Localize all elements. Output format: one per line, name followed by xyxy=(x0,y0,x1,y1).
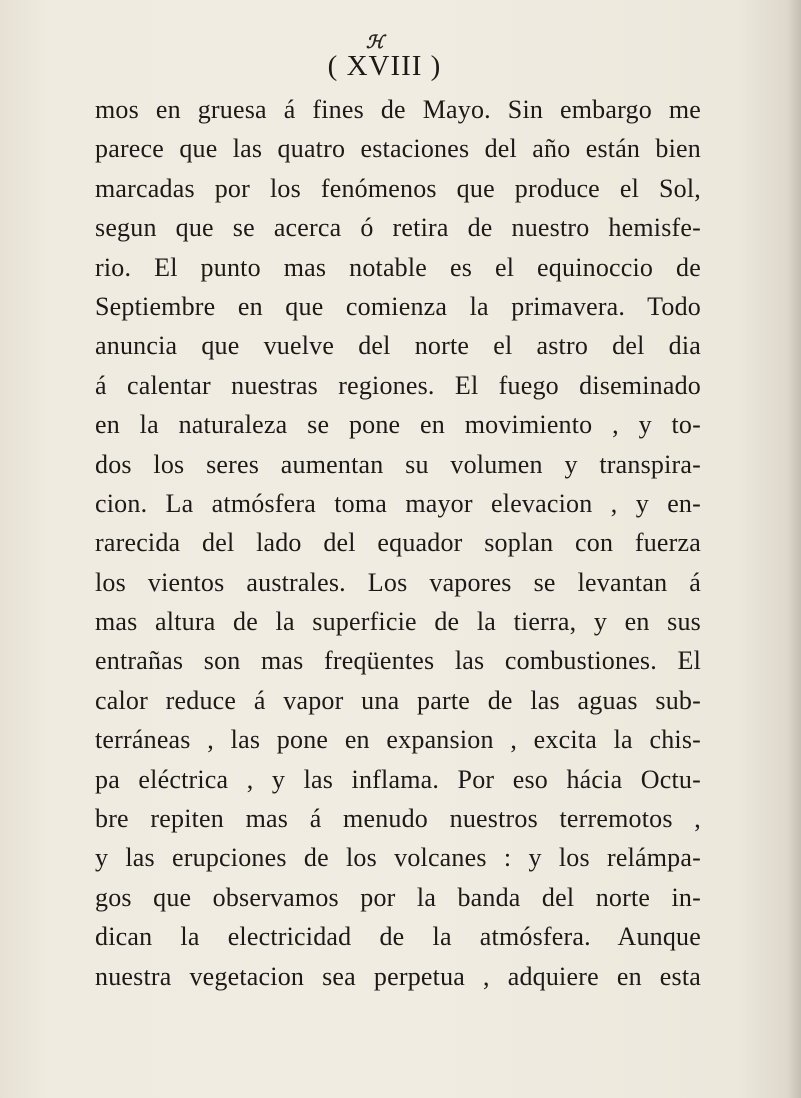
page-number xyxy=(0,50,801,83)
text-line: gos que observamos por la banda del norte in- xyxy=(95,882,701,912)
text-line: pa eléctrica , y las inflama. Por eso hácia Octu- xyxy=(95,764,701,794)
text-line: rio. El punto mas notable es el equinoccio de xyxy=(95,252,701,282)
text-line: los vientos australes. Los vapores se levantan á xyxy=(95,567,701,597)
text-line: entrañas son mas freqüentes las combustiones. El xyxy=(95,646,701,676)
text-line: bre repiten mas á menudo nuestros terremotos , xyxy=(95,804,701,834)
text-line: y las erupciones de los volcanes : y los relámpa- xyxy=(95,843,701,873)
page-number-text: ( XVIII ) xyxy=(327,50,442,82)
text-line: dos los seres aumentan su volumen y transpira- xyxy=(95,449,701,479)
text-line: nuestra vegetacion sea perpetua , adquiere en esta xyxy=(95,961,701,991)
text-line: Septiembre en que comienza la primavera. Todo xyxy=(95,291,701,321)
text-line: segun que se acerca ó retira de nuestro hemisfe- xyxy=(95,213,701,243)
text-line: parece que las quatro estaciones del año están bien xyxy=(95,134,701,164)
text-line: mos en gruesa á fines de Mayo. Sin embargo me xyxy=(95,95,701,124)
text-line: mas altura de la superficie de la tierra, y en sus xyxy=(95,607,701,637)
text-line: rarecida del lado del equador soplan con fuerza xyxy=(95,528,701,558)
text-line: marcadas por los fenómenos que produce el Sol, xyxy=(95,173,701,203)
text-line: á calentar nuestras regiones. El fuego diseminado xyxy=(95,370,701,400)
handwritten-mark: ℋ xyxy=(366,32,383,52)
body-text xyxy=(95,90,701,996)
text-line: en la naturaleza se pone en movimiento , y to- xyxy=(95,410,701,440)
text-line: terráneas , las pone en expansion , excita la chis- xyxy=(95,725,701,755)
text-line: anuncia que vuelve del norte el astro del dia xyxy=(95,331,701,361)
page-edge-shadow xyxy=(787,0,801,1098)
text-line: calor reduce á vapor una parte de las aguas sub- xyxy=(95,685,701,715)
text-line: cion. La atmósfera toma mayor elevacion , y en- xyxy=(95,488,701,518)
text-line: dican la electricidad de la atmósfera. Aunque xyxy=(95,922,701,952)
